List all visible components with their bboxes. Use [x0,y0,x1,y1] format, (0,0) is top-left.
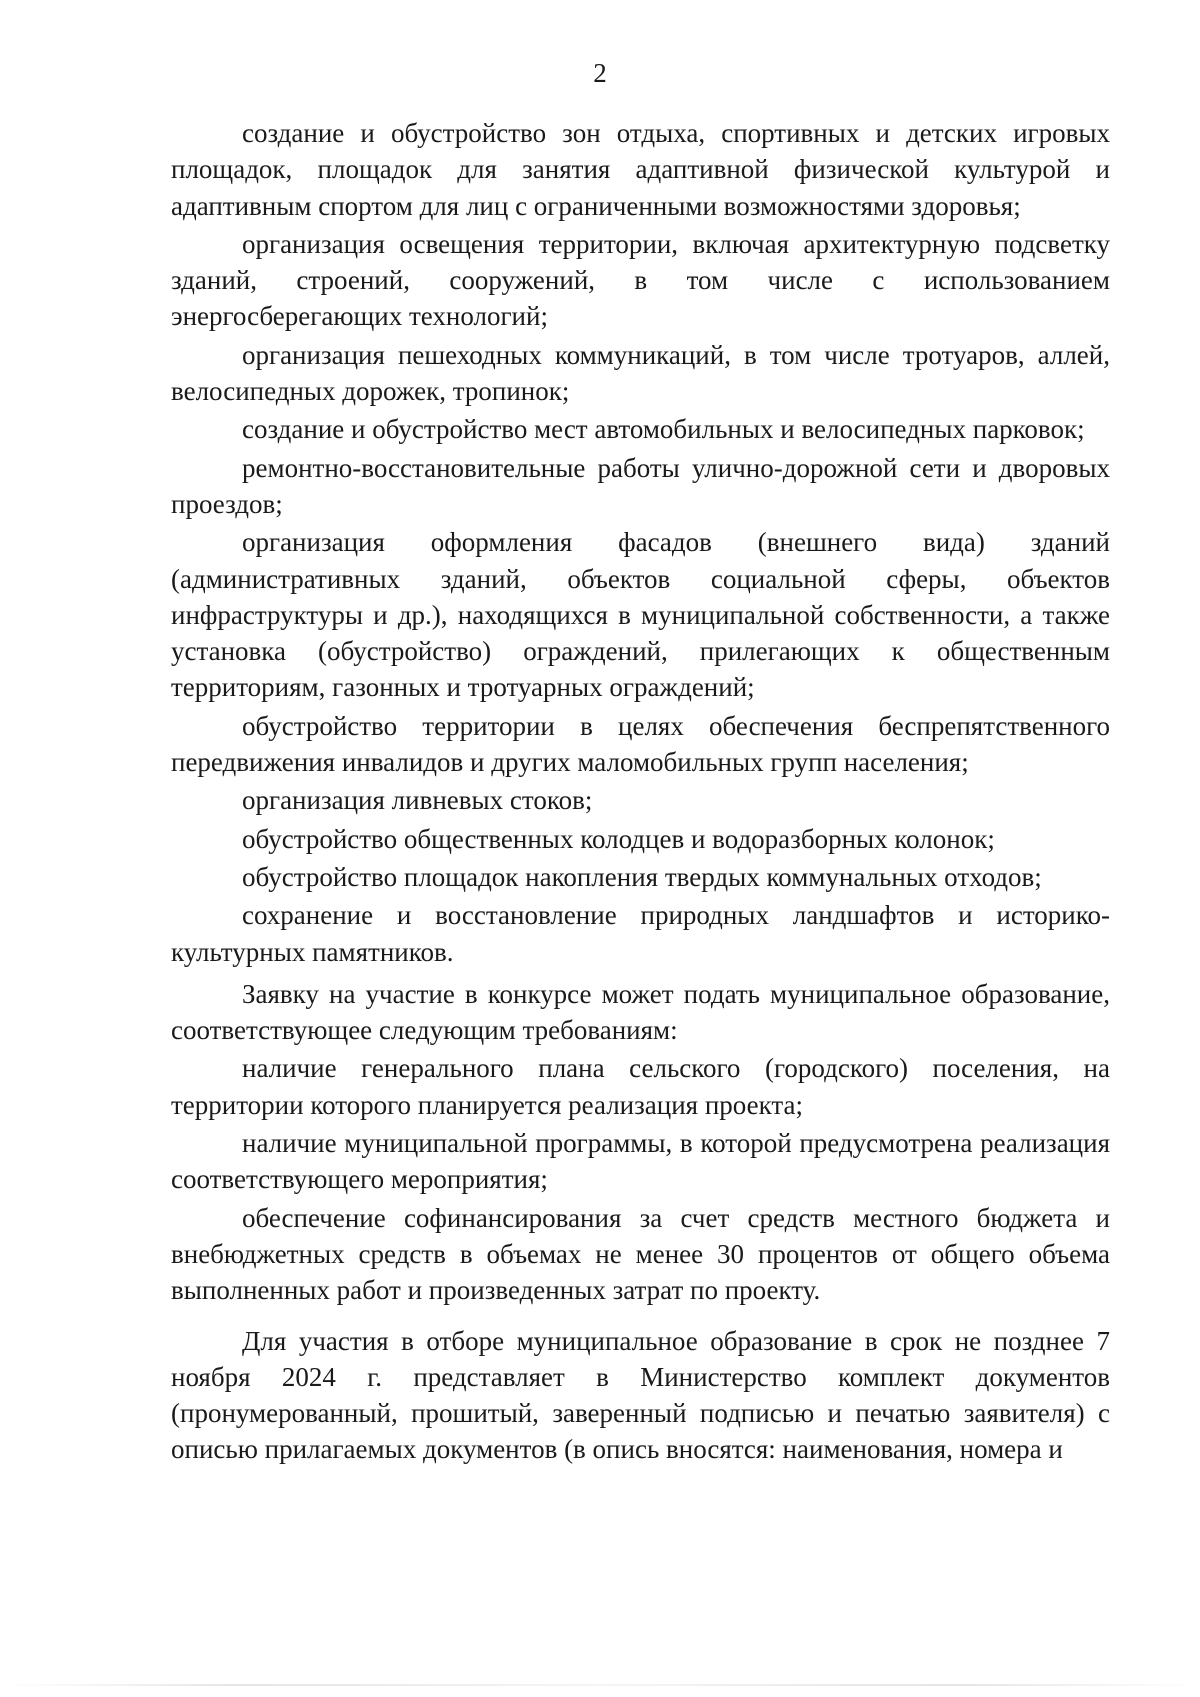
paragraph-cofinancing: обеспечение софинансирования за счет средств местного бюджета и внебюджетных средств в объемах не менее 30 процентов от общего объема выполненных работ и произведенных затрат по проекту. [171,1202,1110,1306]
paragraph-application-eligibility: Заявку на участие в конкурсе может подать муниципальное образование, соответствующее следующим требованиям: [171,978,1110,1046]
paragraph-pedestrian-communications: организация пешеходных коммуникаций, в том числе тротуаров, аллей, велосипедных дорожек, тропинок; [171,339,1110,407]
document-body [171,115,1110,1470]
paragraph-accessibility: обустройство территории в целях обеспечения беспрепятственного передвижения инвалидов и других маломобильных групп населения; [171,710,1110,778]
page-number: 2 [593,58,607,88]
paragraph-wells: обустройство общественных колодцев и водоразборных колонок; [242,823,995,854]
scan-edge-line [0,1684,1200,1686]
paragraph-road-repair: ремонтно-восстановительные работы улично-дорожной сети и дворовых проездов; [171,452,1110,519]
paragraph-parking: создание и обустройство мест автомобильных и велосипедных парковок; [242,414,1085,445]
paragraph-facades: организация оформления фасадов (внешнего вида) зданий (административных зданий, объектов социальной сферы, объектов инфраструктуры и др.), находящихся в муниципальной собственности, а также установка (обустройство) ограждений, прилегающих к общественным территориям, газонных и тротуарных ограждений; [171,527,1110,703]
paragraph-recreation-zones: создание и обустройство зон отдыха, спортивных и детских игровых площадок, площадок для занятия адаптивной физической культурой и адаптивным спортом для лиц с ограниченными возможностями здоровья; [171,118,1110,221]
paragraph-municipal-program: наличие муниципальной программы, в которой предусмотрена реализация соответствующего мероприятия; [171,1128,1110,1195]
paragraph-landscapes: сохранение и восстановление природных ландшафтов и историко-культурных памятников. [171,900,1110,967]
paragraph-general-plan: наличие генерального плана сельского (городского) поселения, на территории которого планируется реализация проекта; [171,1053,1110,1120]
paragraph-lighting: организация освещения территории, включая архитектурную подсветку зданий, строений, сооружений, в том числе с использованием энергосберегающих технологий; [171,228,1110,332]
paragraph-submission: Для участия в отборе муниципальное образование в срок не позднее 7 ноября 2024 г. представляет в Министерство комплект документов (пронумерованный, прошитый, заверенный подписью и печатью заявителя) с описью прилагаемых документов (в опись вносятся: наименования, номера и [171,1325,1110,1465]
paragraph-storm-drains: организация ливневых стоков; [242,785,593,816]
paragraph-waste-sites: обустройство площадок накопления твердых коммунальных отходов; [242,861,1042,892]
